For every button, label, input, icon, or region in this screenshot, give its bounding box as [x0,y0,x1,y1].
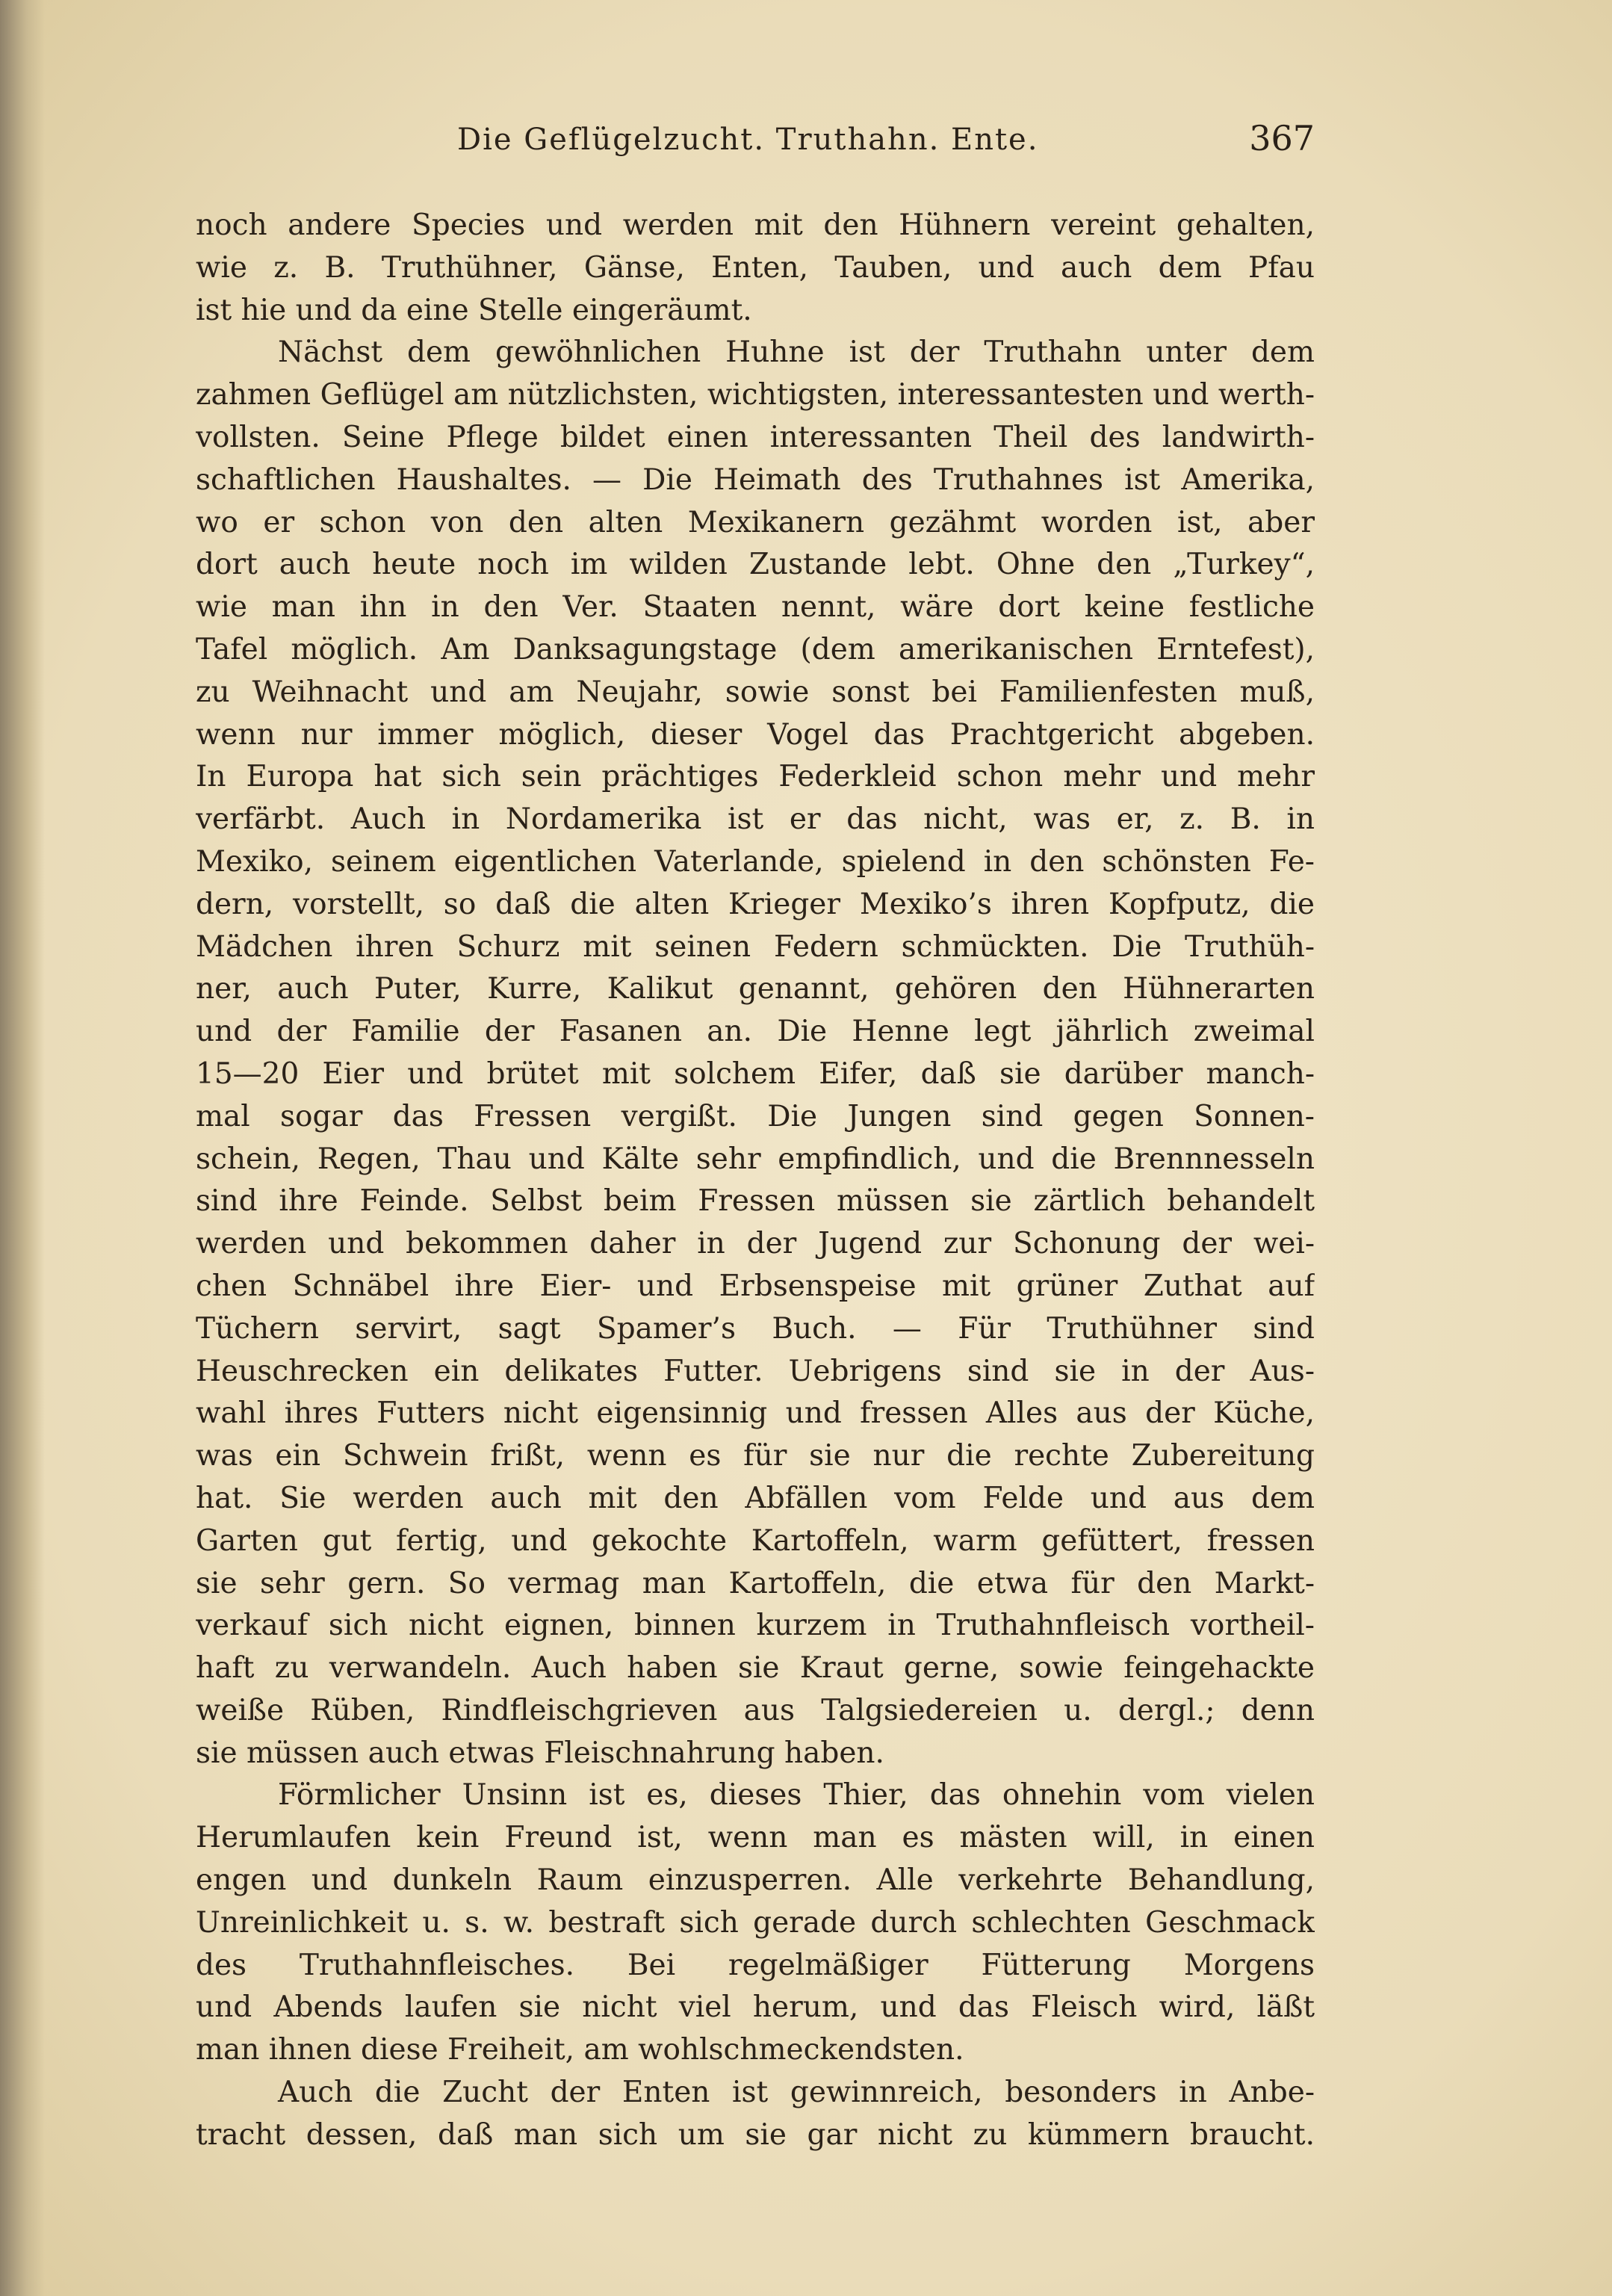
text-line: noch andere Species und werden mit den Hühnern vereint gehalten, [196,208,1315,242]
text-line: sie sehr gern. So vermag man Kartoffeln, die etwa für den Markt- [196,1566,1315,1600]
text-line: und der Familie der Fasanen an. Die Henne legt jährlich zweimal [196,1015,1315,1049]
text-line: chen Schnäbel ihre Eier- und Erbsenspeise mit grüner Zuthat auf [196,1269,1315,1303]
text-line: werden und bekommen daher in der Jugend zur Schonung der wei- [196,1227,1315,1261]
text-line: zu Weihnacht und am Neujahr, sowie sonst bei Familienfesten muß, [196,675,1315,709]
text-line: wahl ihres Futters nicht eigensinnig und fressen Alles aus der Küche, [196,1396,1315,1431]
text-line: verfärbt. Auch in Nordamerika ist er das nicht, was er, z. B. in [196,802,1315,837]
text-line: Garten gut fertig, und gekochte Kartoffeln, warm gefüttert, fressen [196,1523,1315,1558]
text-line: man ihnen diese Freiheit, am wohlschmeckendsten. [196,2033,964,2067]
text-line: Mädchen ihren Schurz mit seinen Federn schmückten. Die Truthüh- [196,929,1315,964]
text-line: haft zu verwandeln. Auch haben sie Kraut gerne, sowie feingehackte [196,1651,1315,1686]
text-line: sind ihre Feinde. Selbst beim Fressen müssen sie zärtlich behandelt [196,1184,1315,1219]
text-line: sie müssen auch etwas Fleischnahrung haben. [196,1736,884,1770]
text-line: wenn nur immer möglich, dieser Vogel das Prachtgericht abgeben. [196,717,1315,752]
body-text [196,205,1315,2157]
text-line: dort auch heute noch im wilden Zustande lebt. Ohne den „Turkey“, [196,548,1315,582]
text-line: mal sogar das Fressen vergißt. Die Jungen sind gegen Sonnen- [196,1099,1315,1133]
text-line: wo er schon von den alten Mexikanern gezähmt worden ist, aber [196,505,1315,539]
text-line: schein, Regen, Thau und Kälte sehr empfindlich, und die Brennnesseln [196,1142,1315,1176]
text-line: 15—20 Eier und brütet mit solchem Eifer, daß sie darüber manch- [196,1056,1315,1091]
page-gutter-shadow [0,0,45,2296]
page-header [196,118,1315,170]
text-line: In Europa hat sich sein prächtiges Federkleid schon mehr und mehr [196,760,1315,794]
running-title: Die Geflügelzucht. Truthahn. Ente. [457,123,1039,157]
text-line: zahmen Geflügel am nützlichsten, wichtigsten, interessantesten und werth- [196,378,1315,412]
text-line: weiße Rüben, Rindfleischgrieven aus Talgsiedereien u. dergl.; denn [196,1693,1315,1727]
text-line: ner, auch Puter, Kurre, Kalikut genannt, gehören den Hühnerarten [196,972,1315,1006]
text-line: wie z. B. Truthühner, Gänse, Enten, Tauben, und auch dem Pfau [196,250,1315,285]
text-line: hat. Sie werden auch mit den Abfällen vom Felde und aus dem [196,1481,1315,1515]
page-number: 367 [1249,118,1315,158]
text-line: des Truthahnfleisches. Bei regelmäßiger Fütterung Morgens [196,1948,1315,1982]
text-line: und Abends laufen sie nicht viel herum, und das Fleisch wird, läßt [196,1990,1315,2025]
text-line: Herumlaufen kein Freund ist, wenn man es mästen will, in einen [196,1821,1315,1855]
text-line: schaftlichen Haushaltes. — Die Heimath des Truthahnes ist Amerika, [196,462,1315,497]
text-line: dern, vorstellt, so daß die alten Krieger Mexiko’s ihren Kopfputz, die [196,887,1315,921]
text-line: Mexiko, seinem eigentlichen Vaterlande, spielend in den schönsten Fe- [196,844,1315,879]
text-line: Nächst dem gewöhnlichen Huhne ist der Truthahn unter dem [278,335,1315,370]
text-line: Tüchern servirt, sagt Spamer’s Buch. — Für Truthühner sind [196,1311,1315,1346]
text-line: Auch die Zucht der Enten ist gewinnreich, besonders in Anbe- [278,2076,1315,2110]
text-line: Tafel möglich. Am Danksagungstage (dem amerikanischen Erntefest), [196,632,1315,666]
text-line: tracht dessen, daß man sich um sie gar nicht zu kümmern braucht. [196,2117,1315,2152]
text-line: Förmlicher Unsinn ist es, dieses Thier, das ohnehin vom vielen [278,1778,1315,1813]
text-line: Unreinlichkeit u. s. w. bestraft sich gerade durch schlechten Geschmack [196,1905,1315,1940]
text-line: vollsten. Seine Pflege bildet einen interessanten Theil des landwirth- [196,420,1315,454]
text-line: ist hie und da eine Stelle eingeräumt. [196,293,752,327]
text-line: Heuschrecken ein delikates Futter. Uebrigens sind sie in der Aus- [196,1354,1315,1388]
text-line: verkauf sich nicht eignen, binnen kurzem in Truthahnfleisch vortheil- [196,1609,1315,1643]
text-line: engen und dunkeln Raum einzusperren. Alle verkehrte Behandlung, [196,1863,1315,1898]
text-line: was ein Schwein frißt, wenn es für sie nur die rechte Zubereitung [196,1439,1315,1473]
text-line: wie man ihn in den Ver. Staaten nennt, wäre dort keine festliche [196,590,1315,625]
